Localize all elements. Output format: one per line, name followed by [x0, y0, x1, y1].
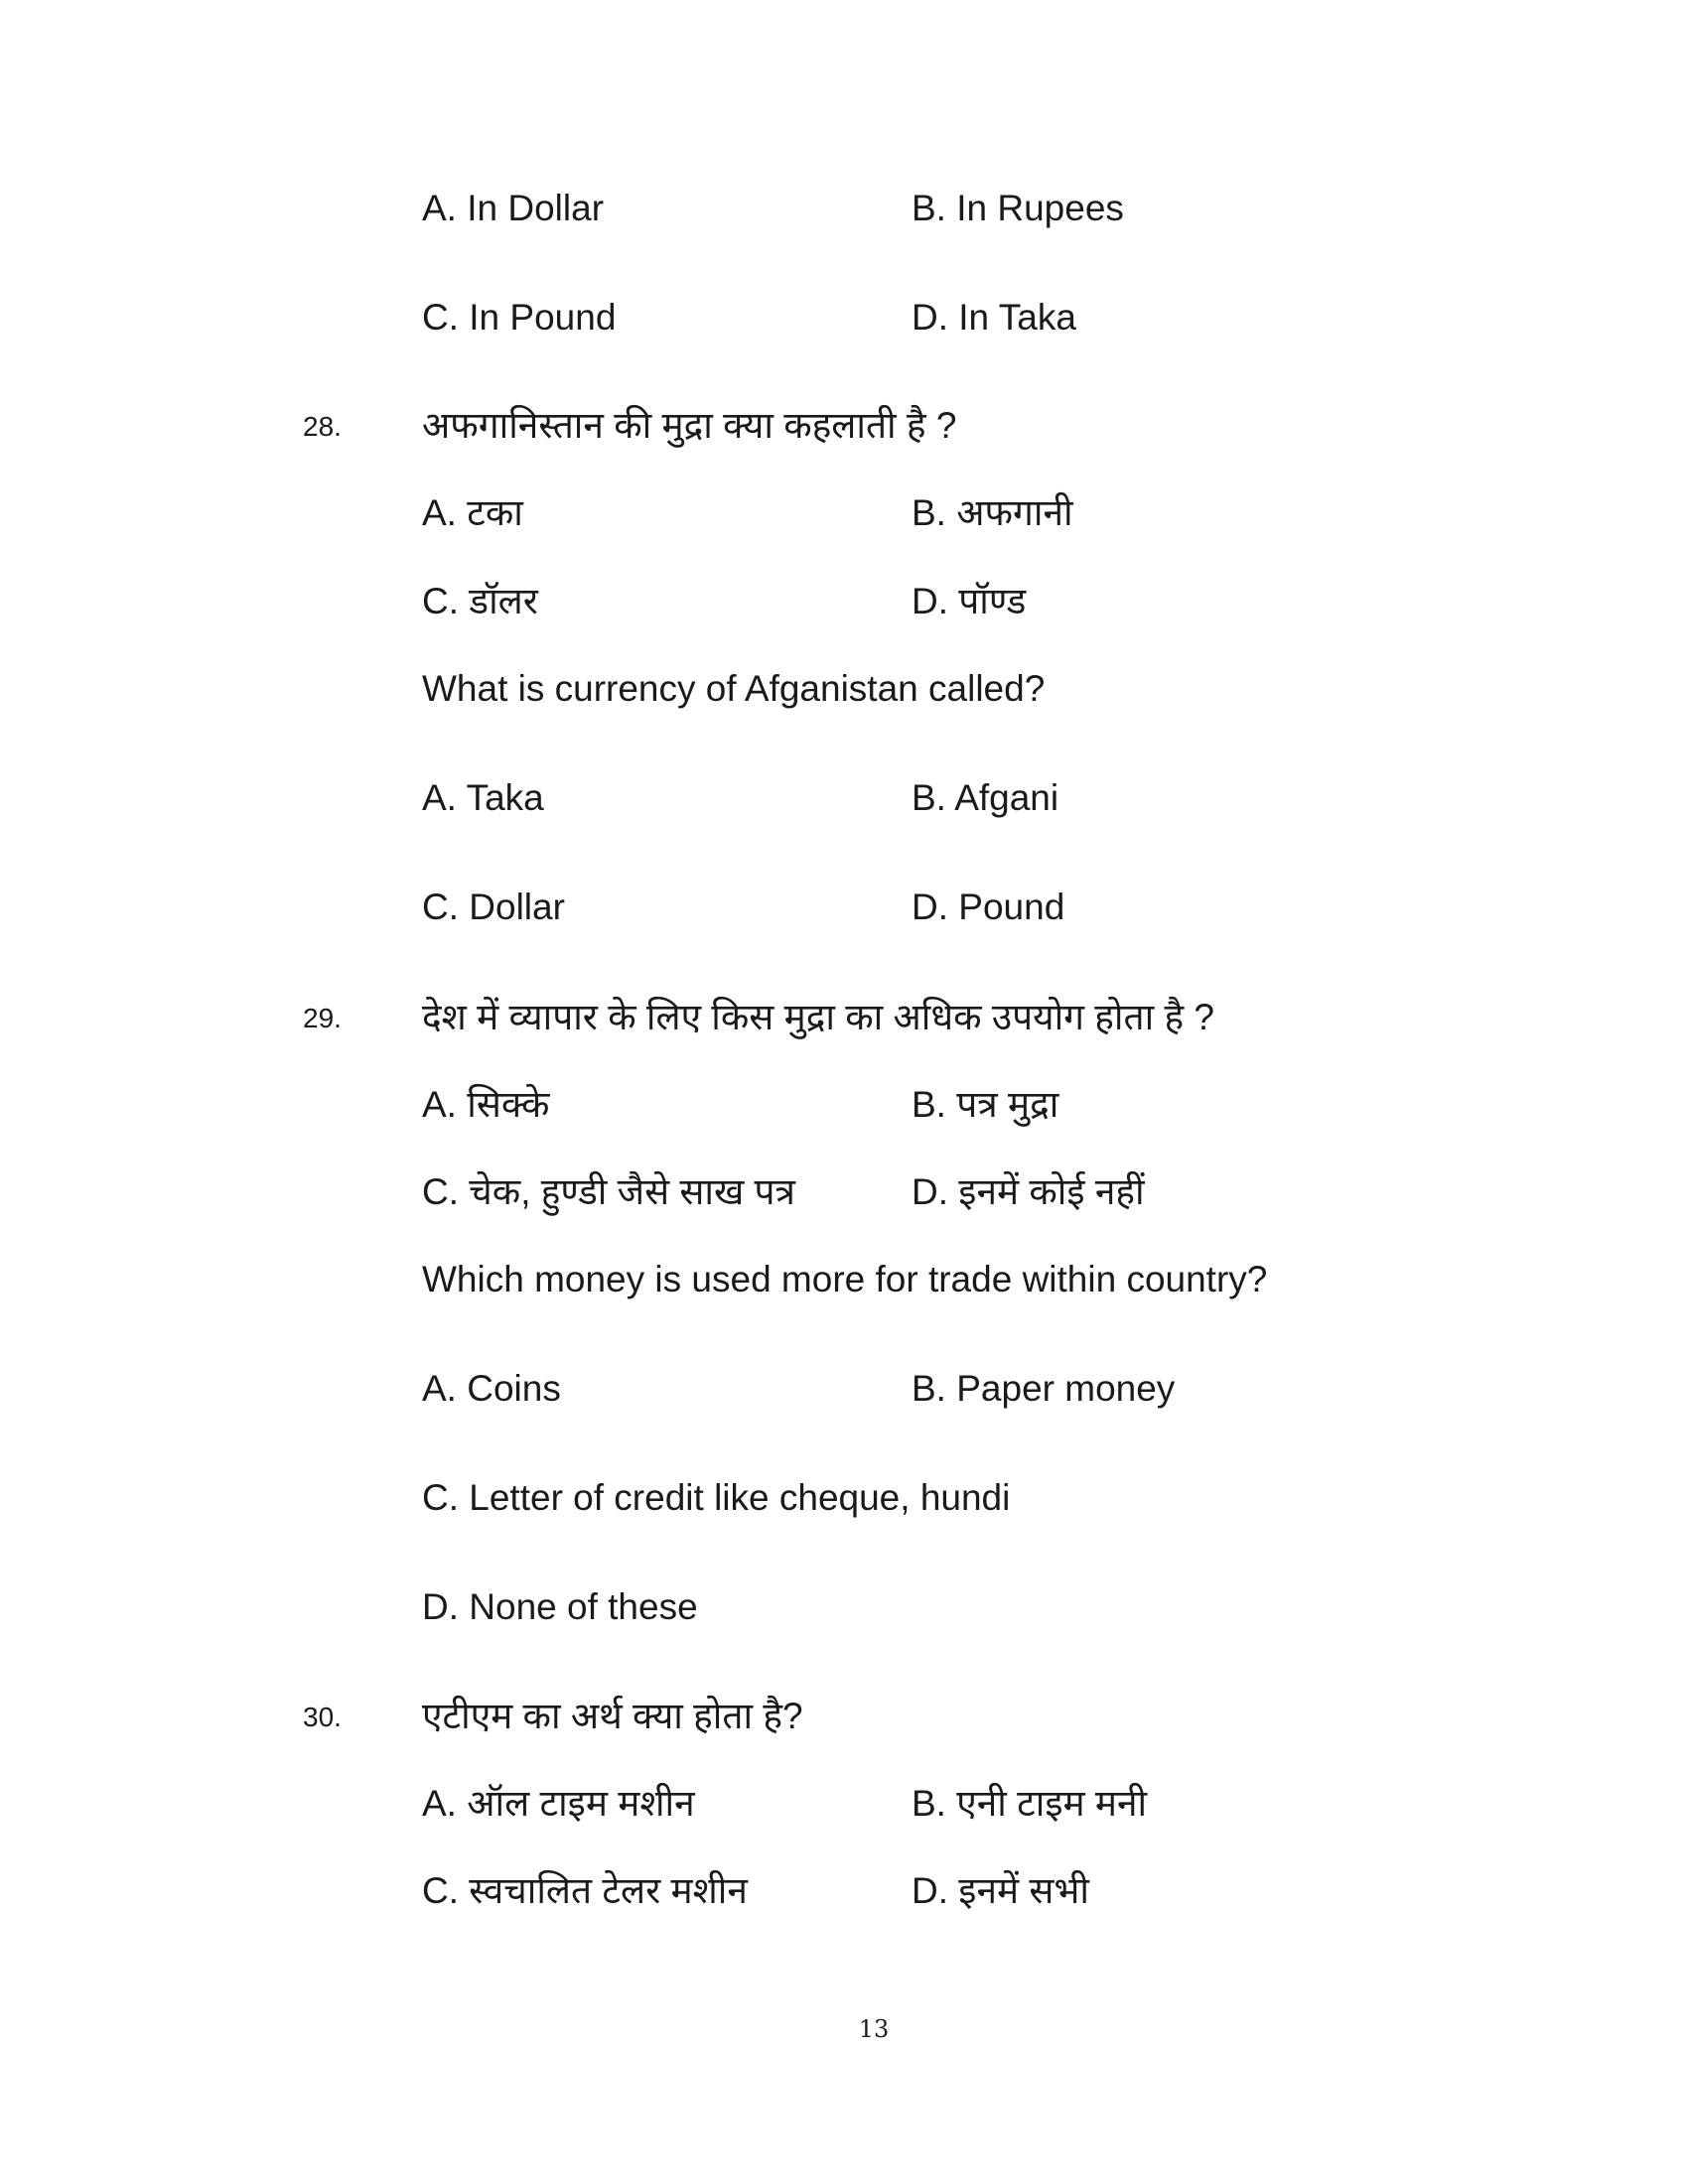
- q30-option-b-hindi: B. एनी टाइम मनी: [912, 1782, 1148, 1824]
- q27-option-b: B. In Rupees: [912, 187, 1124, 228]
- q28-option-c-hindi: C. डॉलर: [422, 580, 538, 621]
- question-text-english: What is currency of Afganistan called?: [422, 667, 1046, 709]
- q28-option-a: A. Taka: [422, 776, 544, 818]
- q30-option-d-hindi: D. इनमें सभी: [912, 1869, 1089, 1911]
- q27-option-c: C. In Pound: [422, 296, 617, 338]
- q29-option-d-hindi: D. इनमें कोई नहीं: [912, 1170, 1145, 1212]
- q28-option-d: D. Pound: [912, 886, 1065, 927]
- question-text-hindi: एटीएम का अर्थ क्या होता है?: [422, 1695, 803, 1736]
- q30-option-a-hindi: A. ऑल टाइम मशीन: [422, 1782, 695, 1824]
- question-number: 28.: [303, 411, 342, 442]
- question-text-english: Which money is used more for trade within country?: [422, 1258, 1268, 1299]
- q29-option-c-hindi: C. चेक, हुण्डी जैसे साख पत्र: [422, 1170, 795, 1212]
- question-number: 29.: [303, 1003, 342, 1033]
- q27-option-d: D. In Taka: [912, 296, 1076, 338]
- question-text-hindi: अफगानिस्तान की मुद्रा क्या कहलाती है ?: [422, 404, 957, 446]
- q28-option-a-hindi: A. टका: [422, 491, 523, 533]
- q29-option-b: B. Paper money: [912, 1367, 1176, 1409]
- q29-option-d: D. None of these: [422, 1585, 698, 1627]
- q29-option-a: A. Coins: [422, 1367, 561, 1409]
- q28-option-b: B. Afgani: [912, 776, 1059, 818]
- page-number: 13: [858, 2015, 890, 2043]
- q28-option-c: C. Dollar: [422, 886, 565, 927]
- q29-option-a-hindi: A. सिक्के: [422, 1083, 550, 1125]
- q30-option-c-hindi: C. स्वचालित टेलर मशीन: [422, 1869, 748, 1911]
- q27-option-a: A. In Dollar: [422, 187, 605, 228]
- q29-option-c: C. Letter of credit like cheque, hundi: [422, 1476, 1011, 1518]
- question-number: 30.: [303, 1702, 342, 1732]
- q29-option-b-hindi: B. पत्र मुद्रा: [912, 1083, 1059, 1125]
- question-text-hindi: देश में व्यापार के लिए किस मुद्रा का अधिक उपयोग होता है ?: [422, 996, 1214, 1037]
- q28-option-b-hindi: B. अफगानी: [912, 491, 1073, 533]
- q28-option-d-hindi: D. पॉण्ड: [912, 580, 1027, 621]
